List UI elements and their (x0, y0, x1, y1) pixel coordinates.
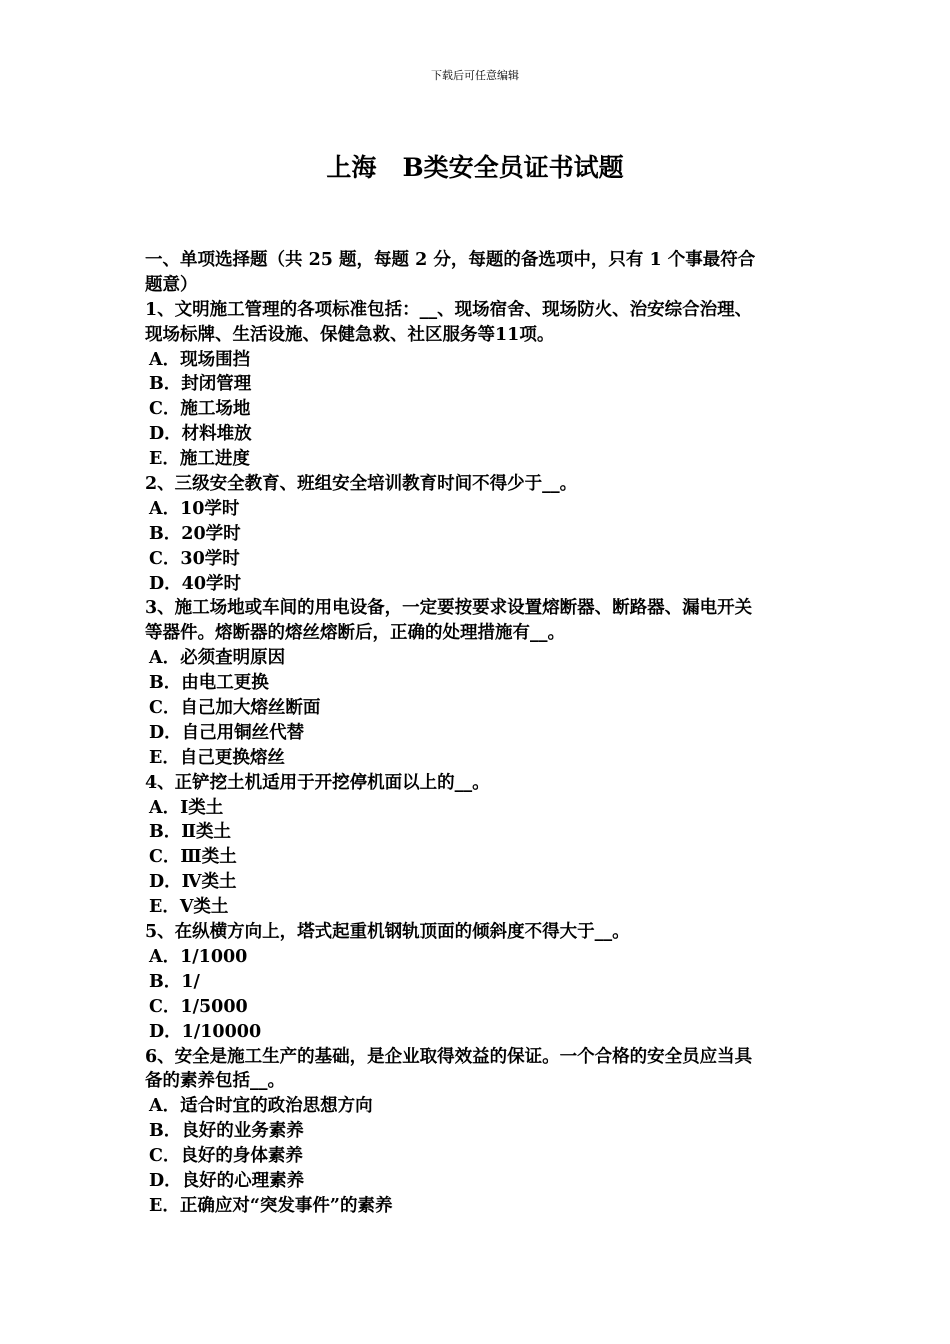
question-6-option-a: A．适合时宜的政治思想方向 (149, 1096, 373, 1117)
question-6-stem: 6、安全是施工生产的基础，是企业取得效益的保证。一个合格的安全员应当具 (145, 1046, 753, 1067)
question-3-option-a: A．必须查明原因 (149, 648, 286, 669)
question-2-option-a: A．10学时 (149, 498, 240, 519)
question-2-option-b: B．20学时 (149, 523, 241, 544)
question-5-option-d: D．1/10000 (149, 1021, 262, 1042)
question-3-option-d: D．自己用铜丝代替 (149, 722, 305, 743)
question-3-option-b: B．由电工更换 (149, 673, 269, 694)
question-6-stem: 备的素养包括__。 (145, 1071, 285, 1092)
question-4-option-e: E．Ⅴ类土 (149, 897, 229, 918)
question-5-option-c: C．1/5000 (149, 996, 248, 1017)
header-note: 下载后可任意编辑 (431, 69, 519, 82)
question-1-option-e: E．施工进度 (149, 449, 250, 470)
question-4-stem: 4、正铲挖土机适用于开挖停机面以上的__。 (145, 772, 490, 793)
question-3-option-e: E．自己更换熔丝 (149, 747, 285, 768)
question-1-stem: 现场标牌、生活设施、保健急救、社区服务等11项。 (145, 324, 555, 345)
question-5-option-b: B．1/ (149, 971, 200, 992)
question-4-option-a: A．Ⅰ类土 (149, 797, 224, 818)
question-4-option-b: B．Ⅱ类土 (149, 822, 232, 843)
question-5-option-a: A．1/1000 (149, 946, 248, 967)
question-2-stem: 2、三级安全教育、班组安全培训教育时间不得少于__。 (145, 474, 578, 495)
question-1-stem: 1、文明施工管理的各项标准包括：__、现场宿舍、现场防火、治安综合治理、 (145, 299, 753, 320)
question-6-option-b: B．良好的业务素养 (149, 1121, 304, 1142)
question-4-option-d: D．Ⅳ类土 (149, 872, 237, 893)
section-heading-line: 一、单项选择题（共 25 题，每题 2 分，每题的备选项中，只有 1 个事最符合 (145, 250, 756, 270)
question-2-option-d: D．40学时 (149, 573, 242, 594)
question-3-option-c: C．自己加大熔丝断面 (149, 698, 321, 719)
question-3-stem: 3、施工场地或车间的用电设备，一定要按要求设置熔断器、断路器、漏电开关 (145, 598, 753, 619)
section-heading-line: 题意） (145, 274, 198, 295)
document-body (145, 248, 815, 1219)
question-1-option-b: B．封闭管理 (149, 374, 252, 395)
question-1-option-d: D．材料堆放 (149, 424, 252, 445)
document-title: 上海 B类安全员证书试题 (326, 153, 624, 182)
question-3-stem: 等器件。熔断器的熔丝熔断后，正确的处理措施有__。 (145, 623, 565, 644)
question-4-option-c: C．Ⅲ类土 (149, 847, 237, 868)
question-6-option-c: C．良好的身体素养 (149, 1146, 303, 1167)
question-5-stem: 5、在纵横方向上，塔式起重机钢轨顶面的倾斜度不得大于__。 (145, 922, 630, 943)
question-6-option-d: D．良好的心理素养 (149, 1170, 305, 1191)
question-1-option-a: A．现场围挡 (149, 349, 251, 370)
question-1-option-c: C．施工场地 (149, 399, 251, 420)
question-2-option-c: C．30学时 (149, 548, 240, 569)
question-6-option-e: E．正确应对“突发事件”的素养 (149, 1195, 393, 1216)
